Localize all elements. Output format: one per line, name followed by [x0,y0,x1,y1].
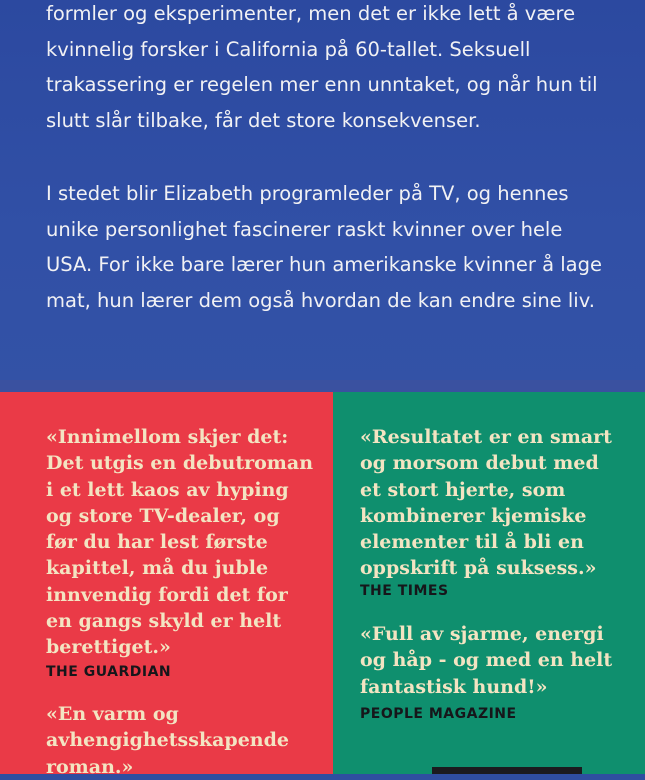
text-line: kvinnelig forsker i California på 60-tallet. Seksuell [46,37,531,61]
quote-line: roman.» [46,755,134,778]
quote-line: før du har lest første [46,531,268,554]
text-line: slutt slår tilbake, får det store konsekvenser. [46,108,481,132]
review-source-people: PEOPLE MAGAZINE [360,706,517,722]
quote-line: elementer til å bli en [360,531,584,554]
quote-line: «En varm og [46,703,179,725]
text-line: USA. For ikke bare lærer hun amerikanske kvinner å lage [46,253,602,276]
quote-line: oppskrift på suksess.» [360,557,597,580]
quote-line: avhengighetsskapende [46,729,289,752]
review-quote-untitled [46,701,289,780]
quote-line: innvendig fordi det for [46,583,288,606]
text-line: trakassering er regelen mer enn unntaket, og når hun til [46,73,598,96]
description-paragraph-1 [46,0,626,138]
quote-line: Det utgis en debutroman [46,452,314,475]
quote-line: fantastisk hund!» [360,675,548,698]
description-paragraph-2 [46,176,626,318]
review-quote-people [360,621,612,700]
text-line: unike personlighet fascinerer raskt kvinner over hele [46,217,563,241]
review-source-guardian: THE GUARDIAN [46,664,172,680]
text-line: I stedet blir Elizabeth programleder på TV, og hennes [46,182,569,205]
quote-line: og morsom debut med [360,452,599,475]
barcode-edge [432,767,582,774]
quote-line: kombinerer kjemiske [360,504,587,527]
text-line: formler og eksperimenter, men det er ikke lett å være [46,2,576,25]
text-line: mat, hun lærer dem også hvordan de kan endre sine liv. [46,288,595,312]
quote-line: et stort hjerte, som [360,478,566,501]
quote-line: kapittel, må du juble [46,557,269,580]
review-quote-guardian [46,424,313,661]
quote-line: «Resultatet er en smart [360,426,612,448]
review-quote-times [360,424,612,582]
quote-line: og store TV-dealer, og [46,504,280,527]
quote-line: «Full av sjarme, energi [360,623,604,645]
quote-line: «Innimellom skjer det: [46,426,289,448]
quote-line: en gangs skyld er helt [46,610,282,633]
quote-line: og håp - og med en helt [360,649,613,672]
quote-line: berettiget.» [46,636,171,659]
review-source-times: THE TIMES [360,583,449,599]
quote-line: i et lett kaos av hyping [46,478,289,501]
